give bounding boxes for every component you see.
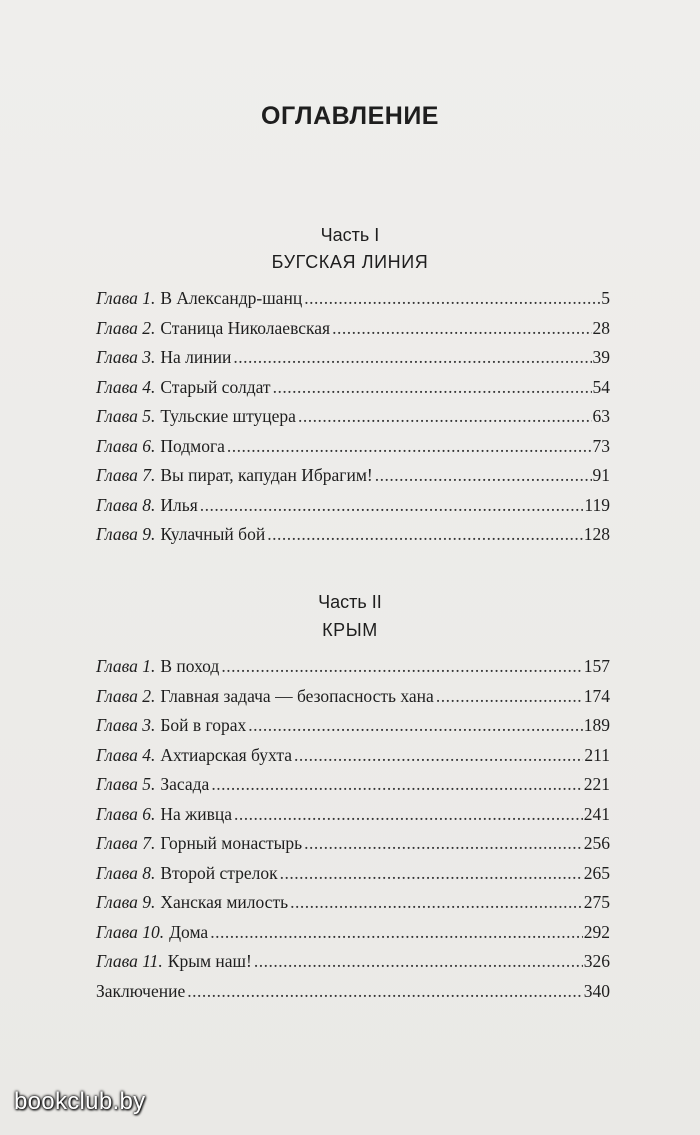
toc-entry[interactable]: Глава 9. Ханская милость ..... 275 [96,892,610,922]
toc-entry[interactable]: Глава 10. Дома ..... 292 [96,922,610,952]
toc-entry[interactable]: Глава 3. На линии ..... 39 [96,347,610,377]
page-title: ОГЛАВЛЕНИЕ [261,102,439,130]
toc-entry[interactable]: Глава 1. В поход ..... 157 [96,656,610,686]
toc-entry[interactable]: Глава 1. В Александр-шанц ..... 5 [96,288,610,318]
toc-entry[interactable]: Глава 4. Старый солдат ..... 54 [96,377,610,407]
part-2-name: КРЫМ [322,620,378,640]
toc-part-1 [96,288,610,554]
watermark-logo: bookclub.by [14,1088,146,1115]
toc-entry-conclusion[interactable]: Заключение ..... 340 [96,981,610,1011]
toc-entry[interactable]: Глава 8. Второй стрелок ..... 265 [96,863,610,893]
toc-entry[interactable]: Глава 2. Главная задача — безопасность хана ..... 174 [96,686,610,716]
toc-entry[interactable]: Глава 11. Крым наш! ..... 326 [96,951,610,981]
toc-entry[interactable]: Глава 3. Бой в горах ..... 189 [96,715,610,745]
toc-entry[interactable]: Глава 7. Вы пират, капудан Ибрагим! ..... 91 [96,465,610,495]
part-1-name: БУГСКАЯ ЛИНИЯ [271,252,429,272]
toc-entry[interactable]: Глава 8. Илья ..... 119 [96,495,610,525]
toc-entry[interactable]: Глава 6. На живца ..... 241 [96,804,610,834]
toc-entry[interactable]: Глава 9. Кулачный бой ..... 128 [96,524,610,554]
toc-entry[interactable]: Глава 5. Тульские штуцера ..... 63 [96,406,610,436]
part-1-label: Часть I [320,225,380,245]
toc-entry[interactable]: Глава 2. Станица Николаевская ..... 28 [96,318,610,348]
toc-part-2 [96,656,610,1010]
toc-entry[interactable]: Глава 4. Ахтиарская бухта ..... 211 [96,745,610,775]
toc-entry[interactable]: Глава 6. Подмога ..... 73 [96,436,610,466]
part-2-label: Часть II [318,592,382,612]
toc-entry[interactable]: Глава 5. Засада ..... 221 [96,774,610,804]
toc-entry[interactable]: Глава 7. Горный монастырь ..... 256 [96,833,610,863]
